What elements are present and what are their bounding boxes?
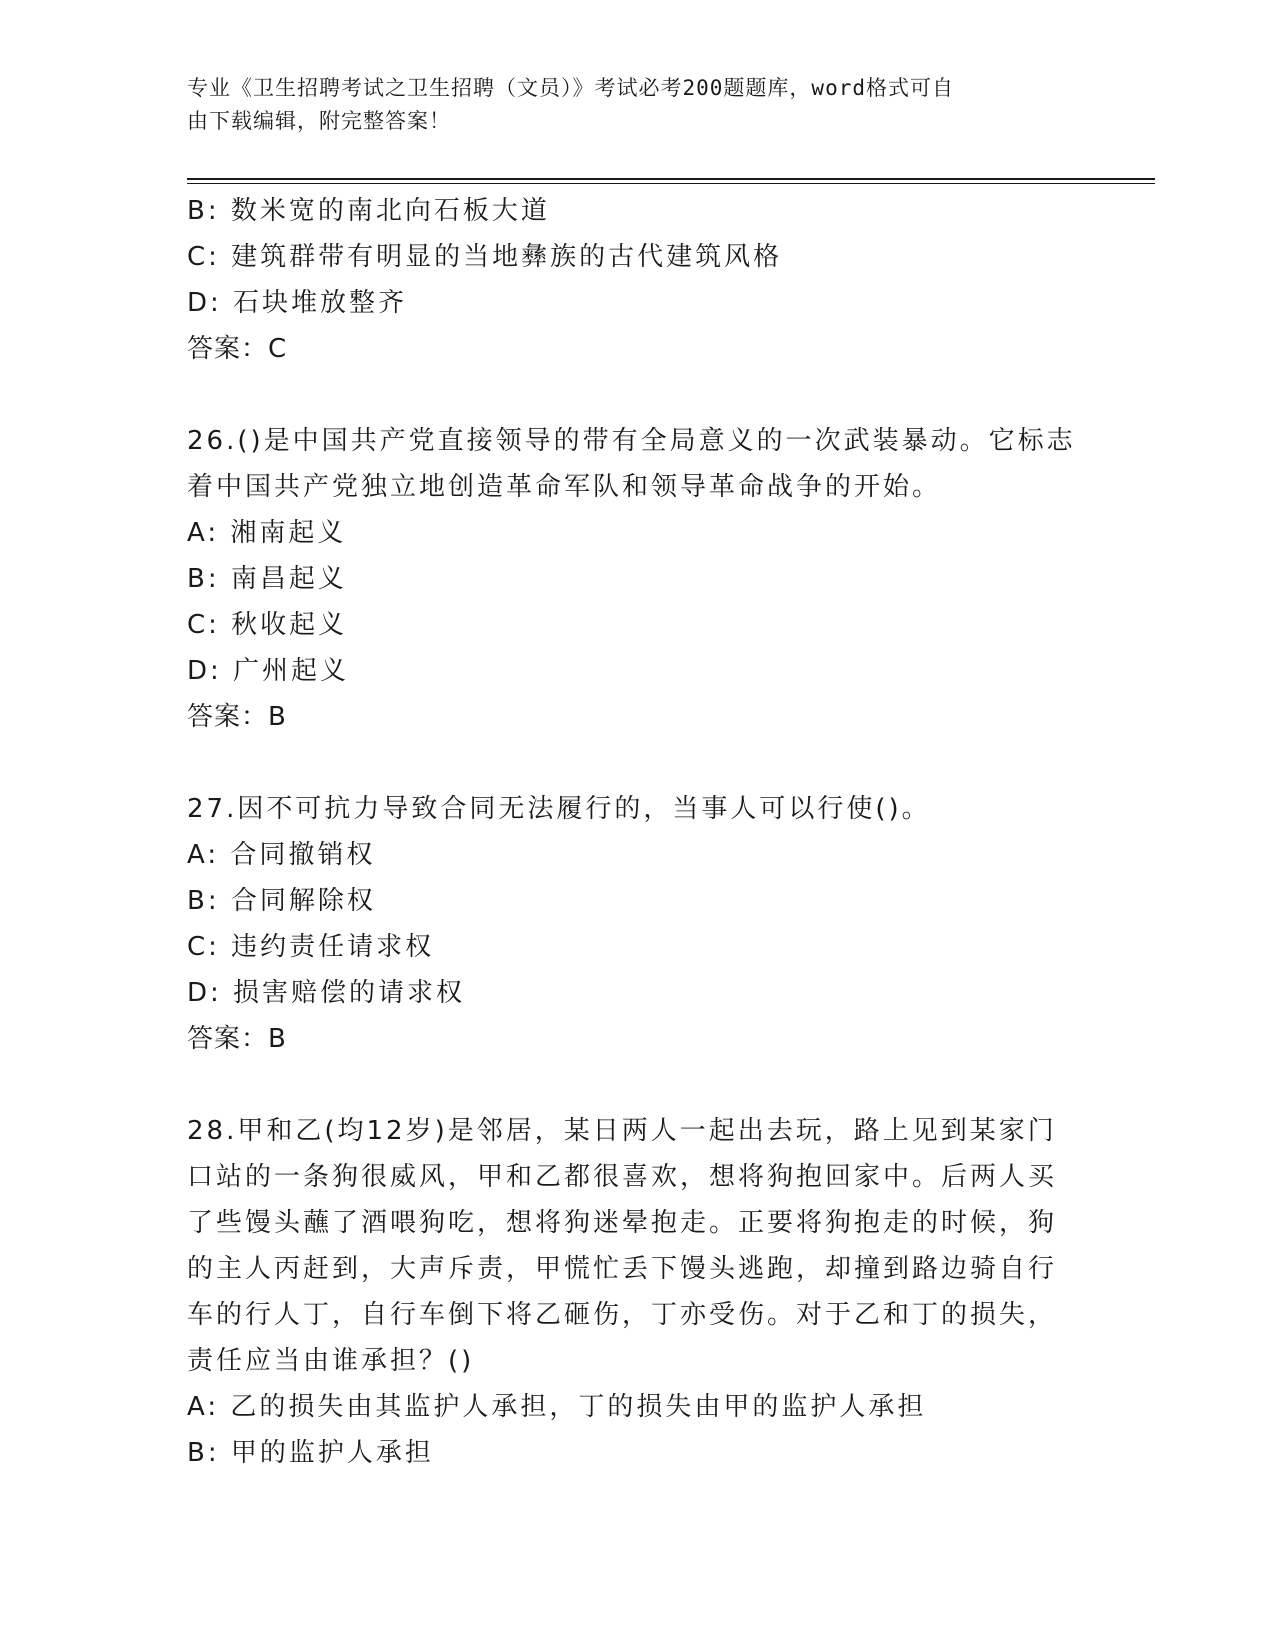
- header-line-2: 由下载编辑，附完整答案！: [187, 109, 451, 133]
- option-d: D: 损害赔偿的请求权: [187, 978, 466, 1008]
- answer-line: 答案：B: [187, 1024, 287, 1054]
- option-b: B: 数米宽的南北向石板大道: [187, 196, 550, 226]
- answer-line: 答案：C: [187, 334, 288, 364]
- question-stem: 28.甲和乙(均12岁)是邻居，某日两人一起出去玩，路上见到某家门: [187, 1116, 1057, 1146]
- spacer: [187, 372, 1087, 418]
- option-b: B: 合同解除权: [187, 886, 376, 916]
- option-a: A: 合同撤销权: [187, 840, 376, 870]
- question-stem: 车的行人丁，自行车倒下将乙砸伤，丁亦受伤。对于乙和丁的损失，: [187, 1300, 1058, 1330]
- question-stem: 的主人丙赶到，大声斥责，甲慌忙丢下馒头逃跑，却撞到路边骑自行: [187, 1254, 1058, 1284]
- header-divider-thin: [187, 183, 1155, 184]
- question-stem: 26.()是中国共产党直接领导的带有全局意义的一次武装暴动。它标志: [187, 426, 1076, 456]
- option-d: D: 广州起义: [187, 656, 350, 686]
- option-b: B: 甲的监护人承担: [187, 1438, 434, 1468]
- question-stem: 了些馒头蘸了酒喂狗吃，想将狗迷晕抱走。正要将狗抱走的时候，狗: [187, 1208, 1058, 1238]
- question-26: [187, 418, 1087, 740]
- option-b: B: 南昌起义: [187, 564, 347, 594]
- spacer: [187, 1062, 1087, 1108]
- question-28: [187, 1108, 1087, 1476]
- option-a: A: 湘南起义: [187, 518, 347, 548]
- question-list: [187, 188, 1087, 1476]
- header-divider-thick: [187, 178, 1155, 180]
- question-27: [187, 786, 1087, 1062]
- question-stem: 着中国共产党独立地创造革命军队和领导革命战争的开始。: [187, 472, 942, 502]
- option-c: C: 秋收起义: [187, 610, 348, 640]
- question-stem: 27.因不可抗力导致合同无法履行的，当事人可以行使()。: [187, 794, 931, 824]
- header-line-1: 专业《卫生招聘考试之卫生招聘（文员）》考试必考200题题库，word格式可自: [187, 76, 954, 100]
- question-stem: 责任应当由谁承担？(): [187, 1346, 475, 1376]
- option-c: C: 建筑群带有明显的当地彝族的古代建筑风格: [187, 242, 783, 272]
- option-c: C: 违约责任请求权: [187, 932, 435, 962]
- document-header: [187, 72, 1067, 138]
- option-a: A: 乙的损失由其监护人承担，丁的损失由甲的监护人承担: [187, 1392, 927, 1422]
- spacer: [187, 740, 1087, 786]
- question-25-tail: [187, 188, 1087, 372]
- answer-line: 答案：B: [187, 702, 287, 732]
- question-stem: 口站的一条狗很威风，甲和乙都很喜欢，想将狗抱回家中。后两人买: [187, 1162, 1058, 1192]
- option-d: D: 石块堆放整齐: [187, 288, 408, 318]
